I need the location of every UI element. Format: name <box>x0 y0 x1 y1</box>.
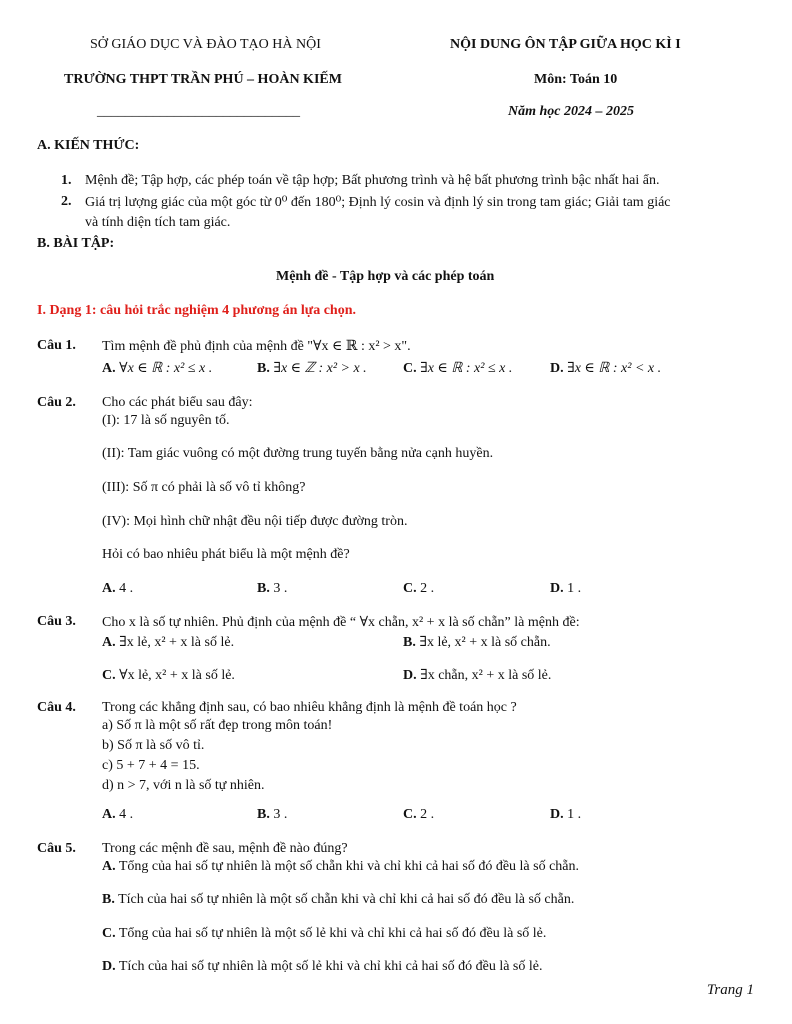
option-text: Tổng của hai số tự nhiên là một số chẵn khi và chỉ khi cả hai số đó đều là số chẵn. <box>118 859 580 874</box>
option-text: 2 . <box>420 807 435 822</box>
option-c <box>403 360 512 377</box>
option-label: D. <box>102 959 116 974</box>
option-text: ∃x chẵn, x² + x là số lẻ. <box>420 668 552 683</box>
option-text: ∃x lẻ, x² + x là số lẻ. <box>119 635 235 650</box>
option-label: D. <box>550 807 564 822</box>
option-c <box>102 667 235 684</box>
topic-heading: Mệnh đề - Tập hợp và các phép toán <box>276 269 495 284</box>
option-text: Tích của hai số tự nhiên là một số chẵn khi và chỉ khi cả hai số đó đều là số chẵn. <box>118 892 575 907</box>
option-text: ∀x lẻ, x² + x là số lẻ. <box>119 668 235 683</box>
question-stem: Tìm mệnh đề phủ định của mệnh đề "∀x ∈ ℝ : x² > x". <box>102 339 411 354</box>
option-d <box>550 360 661 377</box>
option-label: A. <box>102 635 116 650</box>
question-stem: Cho các phát biểu sau đây: <box>102 395 253 410</box>
option-c <box>403 581 434 597</box>
statement-2: (II): Tam giác vuông có một đường trung tuyến bằng nửa cạnh huyền. <box>102 446 494 461</box>
section-a-title: A. KIẾN THỨC: <box>37 138 140 153</box>
option-text: ∃x lẻ, x² + x là số chẵn. <box>419 635 551 650</box>
option-text: ∀x ∈ ℝ : x² ≤ x . <box>119 361 213 376</box>
option-text: Tổng của hai số tự nhiên là một số lẻ khi và chỉ khi cả hai số đó đều là số lẻ. <box>118 926 547 941</box>
option-text: 3 . <box>273 807 288 822</box>
option-label: C. <box>403 361 417 376</box>
option-b <box>257 581 287 597</box>
option-d <box>550 807 581 823</box>
claim-b: b) Số π là số vô tỉ. <box>102 738 205 753</box>
option-text: 1 . <box>567 807 582 822</box>
option-a <box>102 807 133 823</box>
option-text: 3 . <box>273 581 288 596</box>
section-a-item-text: Giá trị lượng giác của một góc từ 0⁰ đến 180⁰; Định lý cosin và định lý sin trong tam giác; Giải tam giác <box>85 195 671 210</box>
option-label: B. <box>257 807 270 822</box>
option-label: B. <box>403 635 416 650</box>
header-underline: _____________________________ <box>97 104 300 119</box>
option-label: B. <box>257 581 270 596</box>
option-label: C. <box>403 581 417 596</box>
question-ask: Hỏi có bao nhiêu phát biểu là một mệnh đề? <box>102 547 350 562</box>
header-dept: SỞ GIÁO DỤC VÀ ĐÀO TẠO HÀ NỘI <box>90 37 321 52</box>
option-text: ∃x ∈ ℤ : x² > x . <box>273 361 367 376</box>
section-a-item-text: Mệnh đề; Tập hợp, các phép toán về tập hợp; Bất phương trình và hệ bất phương trình bậc nhất hai ẩn. <box>85 173 660 188</box>
option-b <box>257 360 367 377</box>
claim-c: c) 5 + 7 + 4 = 15. <box>102 758 200 773</box>
option-label: B. <box>102 892 115 907</box>
option-label: D. <box>403 668 417 683</box>
option-label: B. <box>257 361 270 376</box>
option-label: D. <box>550 361 564 376</box>
question-stem: Trong các mệnh đề sau, mệnh đề nào đúng? <box>102 841 348 856</box>
question-label: Câu 3. <box>37 614 76 629</box>
option-c <box>102 926 546 942</box>
school-year: Năm học 2024 – 2025 <box>508 104 634 119</box>
page-number: Trang 1 <box>706 982 754 998</box>
doc-title: NỘI DUNG ÔN TẬP GIỮA HỌC KÌ I <box>450 37 681 52</box>
option-text: ∃x ∈ ℝ : x² ≤ x . <box>420 361 513 376</box>
option-label: A. <box>102 859 116 874</box>
option-text: ∃x ∈ ℝ : x² < x . <box>567 361 662 376</box>
statement-3: (III): Số π có phải là số vô tỉ không? <box>102 480 306 495</box>
dang-1-heading: I. Dạng 1: câu hỏi trắc nghiệm 4 phương án lựa chọn. <box>37 303 356 318</box>
section-b-title: B. BÀI TẬP: <box>37 236 115 251</box>
option-label: A. <box>102 807 116 822</box>
question-stem: Cho x là số tự nhiên. Phủ định của mệnh đề “ ∀x chẵn, x² + x là số chẵn” là mệnh đề: <box>102 615 580 630</box>
option-d <box>550 581 581 597</box>
statement-4: (IV): Mọi hình chữ nhật đều nội tiếp được đường tròn. <box>102 514 408 529</box>
claim-a: a) Số π là một số rất đẹp trong môn toán! <box>102 718 333 733</box>
question-label: Câu 1. <box>37 338 76 353</box>
option-text: 4 . <box>119 807 134 822</box>
question-label: Câu 5. <box>37 841 76 856</box>
option-d <box>403 667 551 684</box>
option-text: 1 . <box>567 581 582 596</box>
header-school: TRƯỜNG THPT TRẦN PHÚ – HOÀN KIẾM <box>64 72 342 87</box>
option-label: A. <box>102 361 116 376</box>
option-label: C. <box>403 807 417 822</box>
option-label: C. <box>102 926 116 941</box>
option-text: Tích của hai số tự nhiên là một số lẻ khi và chỉ khi cả hai số đó đều là số lẻ. <box>118 959 543 974</box>
option-a <box>102 360 212 377</box>
option-d <box>102 959 542 975</box>
option-text: 2 . <box>420 581 435 596</box>
option-b <box>403 634 551 651</box>
section-a-item-num: 1. <box>61 173 72 188</box>
subject: Môn: Toán 10 <box>534 72 618 87</box>
option-c <box>403 807 434 823</box>
option-a <box>102 634 234 651</box>
option-text: 4 . <box>119 581 134 596</box>
section-a-item-num: 2. <box>61 194 72 209</box>
option-label: D. <box>550 581 564 596</box>
option-b <box>102 892 574 908</box>
claim-d: d) n > 7, với n là số tự nhiên. <box>102 778 265 793</box>
option-label: C. <box>102 668 116 683</box>
option-a <box>102 581 133 597</box>
question-label: Câu 2. <box>37 395 76 410</box>
question-stem: Trong các khẳng định sau, có bao nhiêu khẳng định là mệnh đề toán học ? <box>102 700 517 715</box>
option-b <box>257 807 287 823</box>
option-a <box>102 859 579 875</box>
statement-1: (I): 17 là số nguyên tố. <box>102 413 230 428</box>
question-label: Câu 4. <box>37 700 76 715</box>
option-label: A. <box>102 581 116 596</box>
section-a-item-text-cont: và tính diện tích tam giác. <box>85 215 231 230</box>
